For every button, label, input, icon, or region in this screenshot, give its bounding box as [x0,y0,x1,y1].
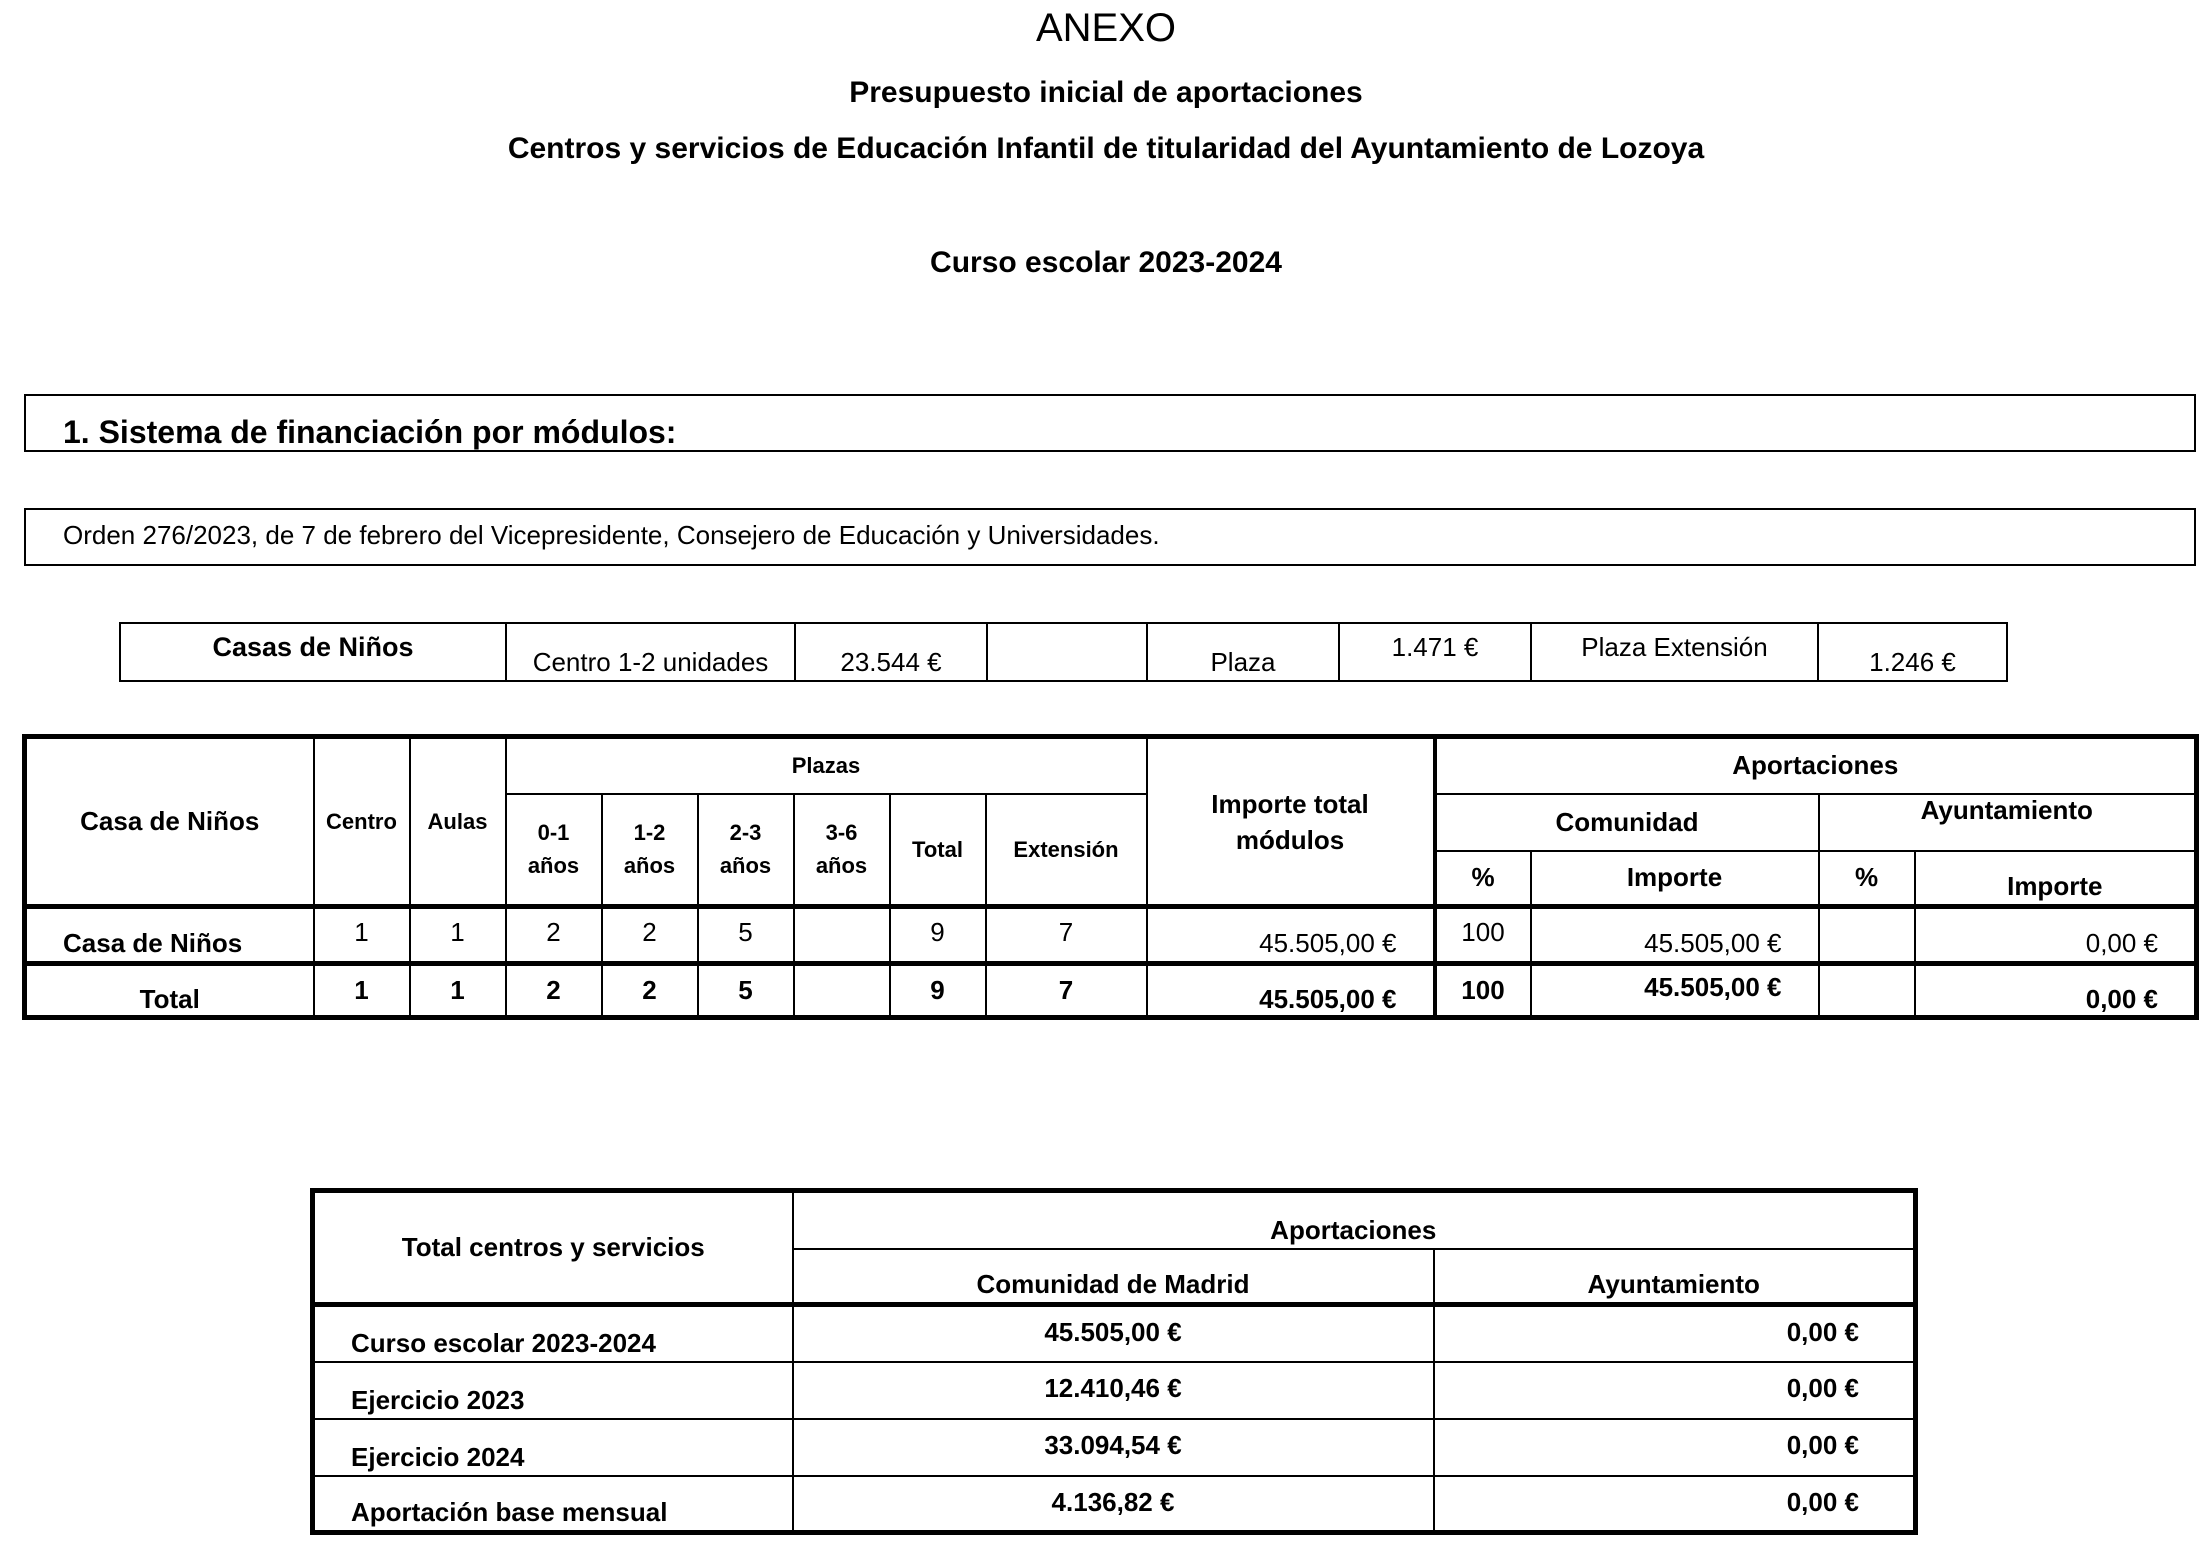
summary-row-label: Ejercicio 2023 [313,1362,793,1419]
summary-row-label: Curso escolar 2023-2024 [313,1305,793,1362]
order-box [24,508,2196,566]
summary-row-comunidad: 45.505,00 € [793,1305,1434,1362]
table-row [313,1419,1916,1476]
course-title: Curso escolar 2023-2024 [930,246,1282,279]
header-aportaciones: Aportaciones [1435,737,2197,794]
anexo-title: ANEXO [1035,6,1177,50]
summary-table [310,1188,1918,1535]
header-importe-ayuntamiento: Importe [1915,851,2197,907]
header-extension: Extensión [986,794,1147,907]
summary-row-ayuntamiento: 0,00 € [1434,1476,1916,1533]
total-importe: 45.505,00 € [1147,964,1435,1018]
header-ayuntamiento: Ayuntamiento [1819,794,2197,851]
header-3-6: 3-6 años [794,794,890,907]
document-subtitle: Centros y servicios de Educación Infantil de titularidad del Ayuntamiento de Lozoya [507,132,1705,165]
total-importe-comunidad: 45.505,00 € [1531,964,1819,1018]
total-pct-ayuntamiento [1819,964,1915,1018]
row-importe: 45.505,00 € [1147,907,1435,964]
summary-row-label: Ejercicio 2024 [313,1419,793,1476]
header-2-3: 2-3 años [698,794,794,907]
table-total-row [25,964,2197,1018]
total-importe-ayuntamiento: 0,00 € [1915,964,2197,1018]
section-heading-box [24,394,2196,452]
row-0-1: 2 [506,907,602,964]
row-1-2: 2 [602,907,698,964]
header-aulas: Aulas [410,737,506,907]
total-0-1: 2 [506,964,602,1018]
centro-label: Centro 1-2 unidades [506,623,795,681]
summary-header-ayuntamiento: Ayuntamiento [1434,1249,1916,1305]
header-importe: Importe total módulos [1147,737,1435,907]
modules-table [22,734,2199,1020]
total-extension: 7 [986,964,1147,1018]
row-importe-comunidad: 45.505,00 € [1531,907,1819,964]
module-rates-table [119,622,2008,682]
header-importe-comunidad: Importe [1531,851,1819,907]
row-aulas: 1 [410,907,506,964]
summary-header-comunidad: Comunidad de Madrid [793,1249,1434,1305]
header-plazas: Plazas [506,737,1147,794]
summary-row-ayuntamiento: 0,00 € [1434,1362,1916,1419]
summary-row-comunidad: 4.136,82 € [793,1476,1434,1533]
header-total: Total [890,794,986,907]
plaza-value: 1.471 € [1339,623,1531,681]
row-pct-comunidad: 100 [1435,907,1531,964]
header-1-2: 1-2 años [602,794,698,907]
row-name: Casa de Niños [25,907,314,964]
total-name: Total [25,964,314,1018]
row-extension: 7 [986,907,1147,964]
header-0-1: 0-1 años [506,794,602,907]
centro-value: 23.544 € [795,623,987,681]
summary-row-ayuntamiento: 0,00 € [1434,1419,1916,1476]
total-aulas: 1 [410,964,506,1018]
header-comunidad: Comunidad [1435,794,1819,851]
total-centro: 1 [314,964,410,1018]
section-heading: 1. Sistema de financiación por módulos: [63,414,677,450]
row-importe-ayuntamiento: 0,00 € [1915,907,2197,964]
extension-value: 1.246 € [1818,623,2007,681]
summary-row-comunidad: 33.094,54 € [793,1419,1434,1476]
total-2-3: 5 [698,964,794,1018]
summary-row-label: Aportación base mensual [313,1476,793,1533]
summary-header-aportaciones: Aportaciones [793,1191,1916,1249]
table-row [313,1362,1916,1419]
summary-header-label: Total centros y servicios [313,1191,793,1305]
module-label: Casas de Niños [120,623,506,681]
total-1-2: 2 [602,964,698,1018]
table-row [313,1476,1916,1533]
total-pct-comunidad: 100 [1435,964,1531,1018]
header-centro: Centro [314,737,410,907]
total-total: 9 [890,964,986,1018]
header-pct-comunidad: % [1435,851,1531,907]
row-total: 9 [890,907,986,964]
table-row [25,907,2197,964]
row-pct-ayuntamiento [1819,907,1915,964]
table-row [313,1305,1916,1362]
empty-cell [987,623,1147,681]
row-3-6 [794,907,890,964]
document-title: Presupuesto inicial de aportaciones [849,76,1363,109]
header-pct-ayuntamiento: % [1819,851,1915,907]
row-centro: 1 [314,907,410,964]
header-casa: Casa de Niños [25,737,314,907]
summary-row-comunidad: 12.410,46 € [793,1362,1434,1419]
row-2-3: 5 [698,907,794,964]
summary-row-ayuntamiento: 0,00 € [1434,1305,1916,1362]
extension-label: Plaza Extensión [1531,623,1818,681]
total-3-6 [794,964,890,1018]
plaza-label: Plaza [1147,623,1339,681]
order-text: Orden 276/2023, de 7 de febrero del Vicepresidente, Consejero de Educación y Universidades. [63,520,1160,550]
